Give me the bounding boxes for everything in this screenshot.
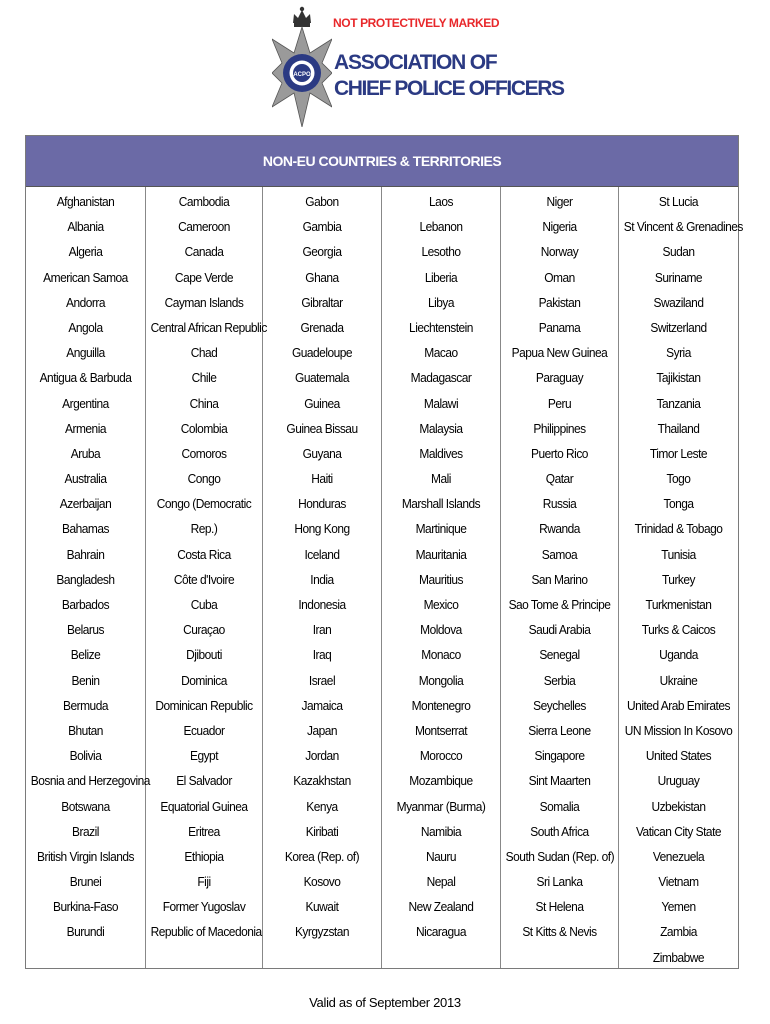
country-cell: Algeria [68, 244, 103, 260]
country-cell: Paraguay [535, 370, 584, 386]
country-cell: Syria [666, 345, 691, 361]
country-cell: Qatar [545, 471, 574, 487]
country-cell: Kazakhstan [293, 773, 351, 789]
country-cell: Bermuda [63, 697, 108, 713]
country-cell: St Helena [535, 899, 584, 915]
country-cell: Swaziland [653, 294, 704, 310]
country-cell: Panama [538, 319, 581, 335]
country-cell: Bosnia and Herzegovina [30, 773, 150, 789]
country-cell: Azerbaijan [59, 496, 112, 512]
country-cell: Andorra [65, 294, 106, 310]
country-cell: Ghana [305, 269, 339, 285]
country-cell: Belize [70, 647, 101, 663]
country-cell: St Kitts & Nevis [522, 924, 597, 940]
country-cell: Haiti [311, 471, 333, 487]
country-cell: China [189, 395, 219, 411]
country-cell: Grenada [300, 319, 344, 335]
country-cell: Somalia [539, 798, 580, 814]
org-name-line-1: ASSOCIATION OF [334, 51, 497, 74]
country-cell: Dominican Republic [155, 697, 253, 713]
country-cell: Bahrain [66, 546, 105, 562]
country-cell: Senegal [539, 647, 580, 663]
country-cell: Cayman Islands [164, 294, 244, 310]
country-cell: Peru [547, 395, 572, 411]
country-cell: Burkina-Faso [52, 899, 119, 915]
country-cell: St Vincent & Grenadines [623, 219, 743, 235]
country-cell: St Lucia [658, 194, 699, 209]
security-marking: NOT PROTECTIVELY MARKED [333, 16, 500, 30]
country-cell: Kosovo [303, 874, 341, 890]
country-cell: Aruba [70, 445, 101, 461]
country-cell: Iran [312, 622, 332, 638]
country-cell: Mali [431, 471, 451, 487]
country-cell: Canada [184, 244, 224, 260]
country-cell: Benin [71, 672, 100, 688]
country-cell: Tonga [663, 496, 694, 512]
country-cell: Afghanistan [56, 194, 115, 209]
country-cell: Macao [424, 345, 458, 361]
country-cell: Nigeria [542, 219, 577, 235]
country-cell: Australia [64, 471, 107, 487]
country-cell: Timor Leste [649, 445, 708, 461]
country-cell: India [310, 571, 334, 587]
country-cell: Japan [306, 722, 338, 738]
country-cell: Cape Verde [174, 269, 234, 285]
country-cell: UN Mission In Kosovo [624, 722, 733, 738]
country-cell: Marshall Islands [401, 496, 481, 512]
country-cell: Tunisia [661, 546, 696, 562]
country-cell: Armenia [65, 420, 106, 436]
country-cell: Niger [546, 194, 573, 209]
country-cell: New Zealand [408, 899, 474, 915]
validity-note: Valid as of September 2013 [309, 995, 461, 1010]
country-cell: Uruguay [657, 773, 700, 789]
country-cell: Equatorial Guinea [160, 798, 248, 814]
country-cell: Kenya [306, 798, 338, 814]
country-cell: Montenegro [411, 697, 471, 713]
table-title: NON-EU COUNTRIES & TERRITORIES [262, 153, 502, 169]
country-cell: Guinea Bissau [286, 420, 358, 436]
country-cell: Montserrat [414, 722, 468, 738]
svg-text:ACPO: ACPO [293, 72, 311, 78]
country-cell: Madagascar [410, 370, 472, 386]
country-cell: Kuwait [305, 899, 339, 915]
country-cell: Maldives [419, 445, 463, 461]
country-cell: Bolivia [69, 748, 102, 764]
country-cell: Monaco [421, 647, 461, 663]
country-cell: Ethiopia [184, 848, 224, 864]
country-cell: Tajikistan [656, 370, 701, 386]
country-cell: Oman [544, 269, 575, 285]
country-cell: Mozambique [409, 773, 473, 789]
country-cell: Morocco [419, 748, 463, 764]
country-cell: Nicaragua [416, 924, 466, 940]
country-cell: Sierra Leone [528, 722, 591, 738]
country-cell: South Sudan (Rep. of) [505, 848, 615, 864]
country-cell: Korea (Rep. of) [284, 848, 360, 864]
country-cell: Lesotho [421, 244, 461, 260]
country-cell: Indonesia [298, 597, 346, 612]
document-header [0, 0, 770, 135]
table-column-4 [382, 187, 501, 968]
country-cell: Angola [68, 319, 103, 335]
country-cell: Laos [429, 194, 453, 209]
country-cell: Mauritania [415, 546, 467, 562]
country-cell: Liberia [424, 269, 458, 285]
country-cell: Cuba [190, 597, 218, 612]
country-cell: Ecuador [183, 722, 225, 738]
country-cell: Kiribati [305, 823, 339, 839]
country-cell: Mauritius [419, 571, 463, 587]
country-cell: Sri Lanka [536, 874, 583, 890]
country-cell: Turks & Caicos [641, 622, 716, 638]
country-cell: Myanmar (Burma) [396, 798, 486, 814]
country-cell: Mexico [423, 597, 459, 612]
table-column-5 [501, 187, 619, 968]
country-cell: Belarus [66, 622, 105, 638]
country-cell: Brazil [72, 823, 99, 839]
country-cell: Brunei [69, 874, 102, 890]
country-cell: Zambia [660, 924, 697, 940]
country-cell: Papua New Guinea [511, 345, 608, 361]
table-header [26, 136, 738, 187]
country-cell: Thailand [657, 420, 700, 436]
country-cell: Vatican City State [635, 823, 722, 839]
country-cell: Gabon [305, 194, 339, 209]
country-cell: Djibouti [186, 647, 222, 663]
country-cell: Bhutan [68, 722, 103, 738]
country-cell: Colombia [180, 420, 228, 436]
country-cell: El Salvador [176, 773, 232, 789]
country-cell: Libya [427, 294, 455, 310]
country-cell: Vietnam [658, 874, 699, 890]
country-cell: Norway [540, 244, 579, 260]
country-cell: Moldova [420, 622, 462, 638]
country-cell: South Africa [530, 823, 589, 839]
country-cell: Central African Republic [150, 319, 267, 335]
country-cell: Gambia [302, 219, 342, 235]
country-cell: Albania [67, 219, 104, 235]
table-column-2 [146, 187, 267, 968]
country-cell: Malawi [423, 395, 459, 411]
country-cell: Egypt [189, 748, 219, 764]
country-cell: Costa Rica [177, 546, 231, 562]
country-cell: Sudan [662, 244, 695, 260]
country-cell: Venezuela [652, 848, 705, 864]
country-cell: American Samoa [43, 269, 128, 285]
country-cell: Togo [666, 471, 691, 487]
country-cell: Bangladesh [56, 571, 115, 587]
country-cell: Cameroon [178, 219, 230, 235]
country-cell: Rwanda [539, 521, 580, 537]
country-cell: Israel [308, 672, 336, 688]
country-cell: Malaysia [419, 420, 463, 436]
table-column-1 [26, 187, 150, 968]
country-cell: Uzbekistan [651, 798, 706, 814]
country-cell: Nauru [425, 848, 457, 864]
country-cell: Lebanon [419, 219, 463, 235]
country-cell: Serbia [543, 672, 576, 688]
country-cell: Former Yugoslav [162, 899, 246, 915]
country-cell: Zimbabwe [652, 949, 705, 965]
country-cell: Namibia [420, 823, 462, 839]
country-cell: United States [645, 748, 712, 764]
country-cell: Guyana [302, 445, 342, 461]
country-cell: Antigua & Barbuda [39, 370, 132, 386]
country-cell: Nepal [426, 874, 456, 890]
country-cell: Turkmenistan [645, 597, 712, 612]
country-cell: Switzerland [650, 319, 707, 335]
country-cell: Philippines [533, 420, 586, 436]
country-cell: Mongolia [418, 672, 464, 688]
country-cell: Uganda [659, 647, 698, 663]
country-cell: Ukraine [659, 672, 698, 688]
acpo-crest-logo [272, 5, 332, 127]
country-cell: United Arab Emirates [627, 697, 730, 713]
country-cell: Guadeloupe [291, 345, 353, 361]
country-cell: Guinea [304, 395, 340, 411]
country-cell: Yemen [661, 899, 696, 915]
country-cell: Tanzania [656, 395, 701, 411]
table-column-6 [619, 187, 743, 968]
country-cell: Eritrea [188, 823, 220, 839]
country-cell: Trinidad & Tobago [634, 521, 723, 537]
country-cell: Puerto Rico [531, 445, 588, 461]
country-cell: Jordan [305, 748, 339, 764]
country-cell: Honduras [298, 496, 346, 512]
country-cell: Singapore [534, 748, 585, 764]
country-cell: Barbados [61, 597, 110, 612]
org-name-line-2: CHIEF POLICE OFFICERS [334, 77, 564, 100]
country-cell: Cambodia [178, 194, 230, 209]
country-cell: Samoa [541, 546, 578, 562]
country-cell: Sao Tome & Principe [508, 597, 611, 612]
country-cell: Argentina [62, 395, 109, 411]
country-cell: Iraq [312, 647, 332, 663]
country-cell: Congo [187, 471, 221, 487]
country-cell: Seychelles [533, 697, 586, 713]
country-cell: Guatemala [295, 370, 349, 386]
country-cell: Suriname [654, 269, 703, 285]
country-cell: Saudi Arabia [528, 622, 591, 638]
country-cell: Chile [191, 370, 217, 386]
table-column-3 [263, 187, 382, 968]
country-cell: Hong Kong [294, 521, 350, 537]
country-cell: Rep.) [190, 521, 218, 537]
country-cell: Fiji [197, 874, 211, 890]
country-cell: San Marino [531, 571, 588, 587]
country-cell: Bahamas [61, 521, 109, 537]
country-cell: Anguilla [66, 345, 105, 361]
country-cell: Martinique [415, 521, 467, 537]
country-cell: Pakistan [538, 294, 581, 310]
country-cell: Burundi [66, 924, 105, 940]
country-cell: Iceland [304, 546, 340, 562]
country-cell: Turkey [661, 571, 696, 587]
country-cell: Georgia [302, 244, 342, 260]
country-cell: Gibraltar [301, 294, 343, 310]
country-cell: Botswana [61, 798, 110, 814]
country-cell: Jamaica [301, 697, 343, 713]
country-cell: Côte d'Ivoire [173, 571, 235, 587]
country-cell: Kyrgyzstan [294, 924, 350, 940]
country-cell: Republic of Macedonia [150, 924, 262, 940]
country-cell: Congo (Democratic [156, 496, 252, 512]
country-cell: Dominica [181, 672, 227, 688]
country-cell: Curaçao [183, 622, 225, 638]
country-cell: Sint Maarten [528, 773, 591, 789]
country-cell: Russia [542, 496, 577, 512]
table-columns [26, 187, 743, 968]
countries-table [25, 135, 743, 969]
country-cell: Liechtenstein [409, 319, 473, 335]
country-cell: British Virgin Islands [36, 848, 135, 864]
country-cell: Comoros [181, 445, 227, 461]
country-cell: Chad [190, 345, 218, 361]
